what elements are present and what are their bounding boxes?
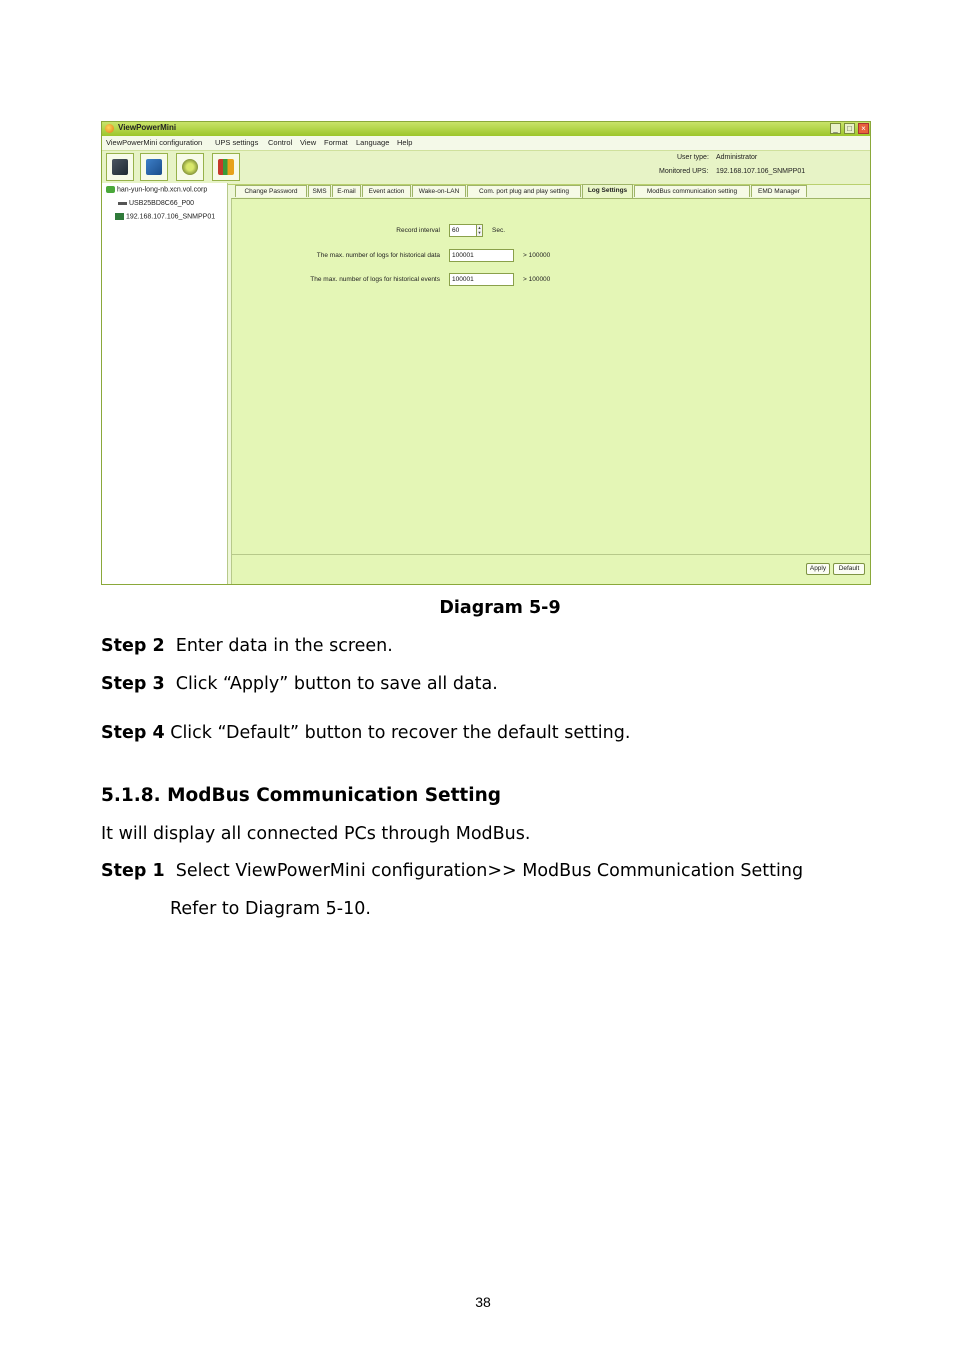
diagram-caption: Diagram 5-9	[439, 598, 561, 618]
page-number: 38	[475, 1294, 491, 1310]
max-event-logs-label: The max. number of logs for historical events	[310, 276, 440, 283]
user-type-value: Administrator	[716, 154, 758, 161]
title-bar	[102, 122, 870, 136]
menu-view[interactable]: View	[300, 138, 317, 147]
tab-change-password[interactable]: Change Password	[235, 185, 307, 197]
step-4-text: Click “Default” button to recover the default setting.	[170, 723, 631, 743]
monitor-icon	[112, 159, 128, 175]
tab-email[interactable]: E-mail	[332, 185, 361, 197]
button-bar	[232, 554, 870, 584]
max-data-logs-label: The max. number of logs for historical data	[316, 252, 440, 259]
minimize-button[interactable]: _	[830, 123, 841, 134]
default-button[interactable]: Default	[833, 563, 865, 575]
log-settings-panel	[231, 198, 870, 584]
close-button[interactable]: ×	[858, 123, 869, 134]
apply-button[interactable]: Apply	[806, 563, 830, 575]
configuration-icon	[146, 159, 162, 175]
menu-format[interactable]: Format	[324, 138, 348, 147]
device-tree	[102, 183, 228, 584]
tab-modbus[interactable]: ModBus communication setting	[634, 185, 750, 197]
refer-text: Refer to Diagram 5-10.	[170, 899, 371, 919]
max-data-logs-hint: > 100000	[523, 252, 551, 259]
monitored-ups-label: Monitored UPS:	[659, 168, 709, 175]
step-3-label: Step 3	[101, 674, 165, 694]
step-2-text: Enter data in the screen.	[175, 636, 393, 656]
monitored-ups-value: 192.168.107.106_SNMPP01	[716, 168, 806, 175]
record-interval-input[interactable]: 60	[449, 224, 477, 237]
maximize-button[interactable]: □	[844, 123, 855, 134]
menu-ups-settings[interactable]: UPS settings	[215, 138, 259, 147]
network-card-icon	[115, 213, 124, 220]
gear-icon	[182, 159, 198, 175]
tab-com-port[interactable]: Com. port plug and play setting	[467, 185, 581, 197]
menu-language[interactable]: Language	[356, 138, 390, 147]
tab-log-settings[interactable]: Log Settings	[582, 184, 633, 198]
record-interval-label: Record interval	[396, 227, 440, 234]
menu-control[interactable]: Control	[268, 138, 293, 147]
tab-wake-on-lan[interactable]: Wake-on-LAN	[412, 185, 466, 197]
configuration-button[interactable]	[140, 153, 168, 181]
step-4	[101, 723, 630, 743]
tree-item-snmp[interactable]: 192.168.107.106_SNMPP01	[115, 213, 215, 220]
max-event-logs-hint: > 100000	[523, 276, 551, 283]
log-button[interactable]	[212, 153, 240, 181]
step-4-label: Step 4	[101, 723, 165, 743]
step-2-label: Step 2	[101, 636, 165, 656]
app-screenshot	[101, 121, 871, 585]
toolbar	[102, 150, 870, 185]
section-heading: 5.1.8. ModBus Communication Setting	[101, 785, 502, 806]
tree-item-usb[interactable]: USB25BD8C66_P00	[118, 200, 194, 207]
tab-emd-manager[interactable]: EMD Manager	[751, 185, 807, 197]
tree-item-host[interactable]: han-yun-long-nb.xcn.vol.corp	[106, 186, 207, 193]
step-1-label: Step 1	[101, 861, 165, 881]
step-1	[101, 861, 803, 881]
step-2	[101, 636, 393, 656]
record-interval-spinner[interactable]: ▲ ▼	[477, 225, 482, 235]
settings-button[interactable]	[176, 153, 204, 181]
record-interval-unit: Sec.	[492, 227, 506, 234]
menu-viewpowermini-configuration[interactable]: ViewPowerMini configuration	[106, 138, 203, 147]
chart-icon	[218, 159, 234, 175]
app-logo-icon	[105, 124, 114, 133]
step-1-text: Select ViewPowerMini configuration>> ModBus Communication Setting	[175, 861, 804, 881]
max-data-logs-input[interactable]: 100001	[449, 249, 514, 262]
tab-event-action[interactable]: Event action	[362, 185, 411, 197]
user-type-label: User type:	[677, 154, 709, 161]
menu-bar	[102, 136, 870, 150]
section-intro: It will display all connected PCs through ModBus.	[101, 824, 531, 844]
tab-sms[interactable]: SMS	[308, 185, 331, 197]
computer-icon	[106, 186, 115, 193]
max-event-logs-input[interactable]: 100001	[449, 273, 514, 286]
monitor-button[interactable]	[106, 153, 134, 181]
menu-help[interactable]: Help	[397, 138, 413, 147]
usb-icon	[118, 202, 127, 205]
settings-tabs	[235, 184, 808, 198]
step-3	[101, 674, 498, 694]
window-title: ViewPowerMini	[118, 123, 177, 132]
step-3-text: Click “Apply” button to save all data.	[175, 674, 498, 694]
